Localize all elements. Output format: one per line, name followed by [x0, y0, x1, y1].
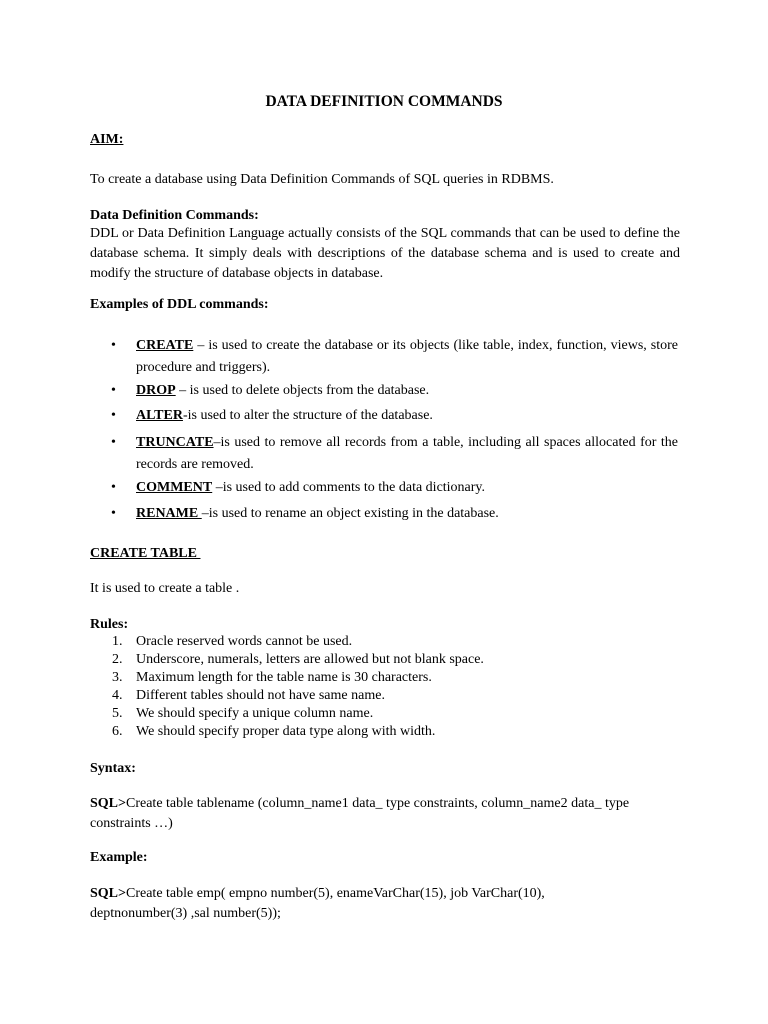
rule-number: 3.	[112, 670, 123, 685]
page-title: DATA DEFINITION COMMANDS	[265, 93, 503, 110]
aim-text: To create a database using Data Definition Commands of SQL queries in RDBMS.	[90, 172, 554, 187]
sql-prompt: SQL>	[90, 886, 126, 901]
syntax-heading: Syntax:	[90, 761, 136, 776]
sql-prompt: SQL>	[90, 796, 126, 811]
rule-text: Underscore, numerals, letters are allowed but not blank space.	[136, 652, 484, 667]
list-item	[111, 335, 678, 379]
command-term: RENAME	[136, 506, 202, 521]
bullet-icon: •	[111, 408, 116, 423]
list-item	[111, 405, 678, 427]
rule-number: 1.	[112, 634, 123, 649]
command-term: TRUNCATE	[136, 435, 214, 450]
example-text	[90, 884, 590, 924]
list-item	[112, 687, 672, 705]
rule-number: 2.	[112, 652, 123, 667]
syntax-statement: Create table tablename (column_name1 data_ type constraints, column_name2 data_ type constraints …)	[90, 796, 630, 831]
rule-number: 6.	[112, 724, 123, 739]
list-item	[111, 477, 678, 499]
rule-text: Oracle reserved words cannot be used.	[136, 634, 353, 649]
create-table-text: It is used to create a table .	[90, 581, 240, 596]
command-term: CREATE	[136, 338, 194, 353]
list-item	[112, 723, 672, 741]
list-item	[111, 380, 678, 402]
rule-text: We should specify proper data type along with width.	[136, 724, 436, 739]
command-desc: – is used to delete objects from the database.	[175, 383, 430, 398]
command-term: DROP	[136, 383, 176, 398]
list-item	[112, 633, 672, 651]
rule-number: 5.	[112, 706, 123, 721]
rule-text: Different tables should not have same name.	[136, 688, 385, 703]
rule-text: We should specify a unique column name.	[136, 706, 374, 721]
bullet-icon: •	[111, 506, 116, 521]
list-item	[112, 705, 672, 723]
command-desc: –is used to remove all records from a table, including all spaces allocated for the records are removed.	[136, 435, 678, 472]
rules-list	[112, 633, 672, 741]
rules-heading: Rules:	[90, 617, 129, 632]
command-term: ALTER	[136, 408, 183, 423]
examples-heading: Examples of DDL commands:	[90, 297, 269, 312]
rule-text: Maximum length for the table name is 30 characters.	[136, 670, 432, 685]
bullet-icon: •	[111, 338, 116, 353]
bullet-icon: •	[111, 435, 116, 450]
example-heading: Example:	[90, 850, 148, 865]
list-item	[111, 503, 678, 525]
command-desc: –is used to rename an object existing in the database.	[201, 506, 499, 521]
ddc-heading: Data Definition Commands:	[90, 208, 259, 223]
command-desc: -is used to alter the structure of the database.	[182, 408, 433, 423]
rule-number: 4.	[112, 688, 123, 703]
example-statement: Create table emp( empno number(5), enameVarChar(15), job VarChar(10), deptnonumber(3) ,sal number(5));	[90, 886, 545, 921]
bullet-icon: •	[111, 480, 116, 495]
ddc-text: DDL or Data Definition Language actually consists of the SQL commands that can be used to define the database schema. It simply deals with descriptions of the database schema and is used to create and modify the structure of database objects in database.	[90, 226, 680, 281]
command-desc: – is used to create the database or its objects (like table, index, function, views, store procedure and triggers).	[136, 338, 678, 375]
command-term: COMMENT	[136, 480, 213, 495]
aim-heading: AIM:	[90, 132, 124, 147]
list-item	[112, 669, 672, 687]
bullet-icon: •	[111, 383, 116, 398]
list-item	[111, 432, 678, 476]
syntax-text	[90, 794, 680, 834]
list-item	[112, 651, 672, 669]
command-desc: –is used to add comments to the data dictionary.	[212, 480, 486, 495]
create-table-heading: CREATE TABLE	[90, 546, 201, 561]
